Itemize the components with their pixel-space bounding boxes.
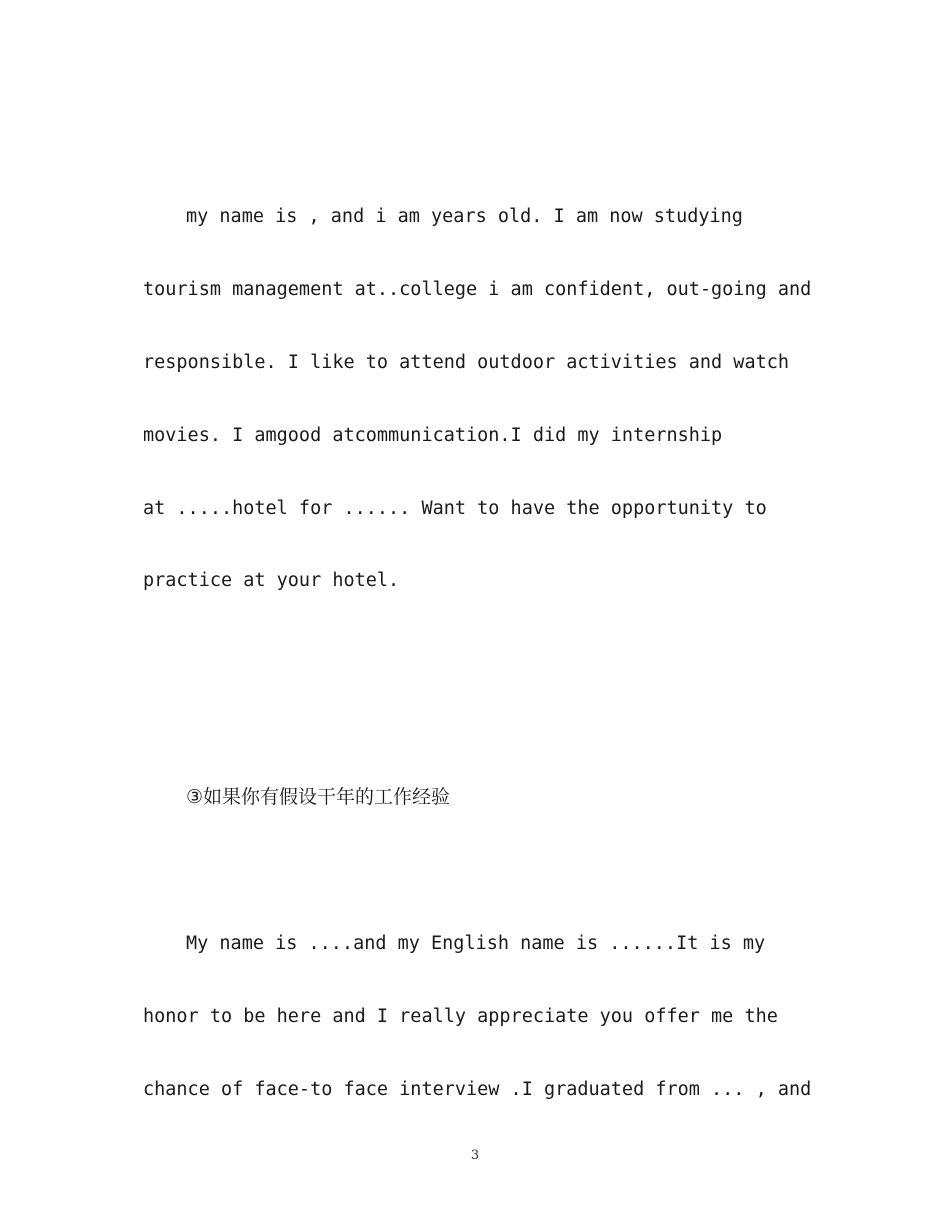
page-number: 3 xyxy=(470,1148,480,1163)
paragraph-1-line-5: at .....hotel for ...... Want to have the opportunity to xyxy=(143,498,767,519)
paragraph-1-line-6: practice at your hotel. xyxy=(143,570,400,591)
paragraph-2-line-1: My name is ....and my English name is ......It is my xyxy=(186,933,766,954)
section-heading: ③如果你有假设干年的工作经验 xyxy=(186,786,451,808)
paragraph-1-line-2: tourism management at..college i am confident, out-going and xyxy=(143,279,812,300)
paragraph-1-line-4: movies. I amgood atcommunication.I did my internship xyxy=(143,425,723,446)
paragraph-2-line-2: honor to be here and I really appreciate you offer me the xyxy=(143,1006,778,1027)
paragraph-2-line-3: chance of face-to face interview .I graduated from ... , and xyxy=(143,1079,812,1100)
paragraph-1-line-1: my name is , and i am years old. I am now studying xyxy=(186,206,743,227)
paragraph-1-line-3: responsible. I like to attend outdoor activities and watch xyxy=(143,352,790,373)
